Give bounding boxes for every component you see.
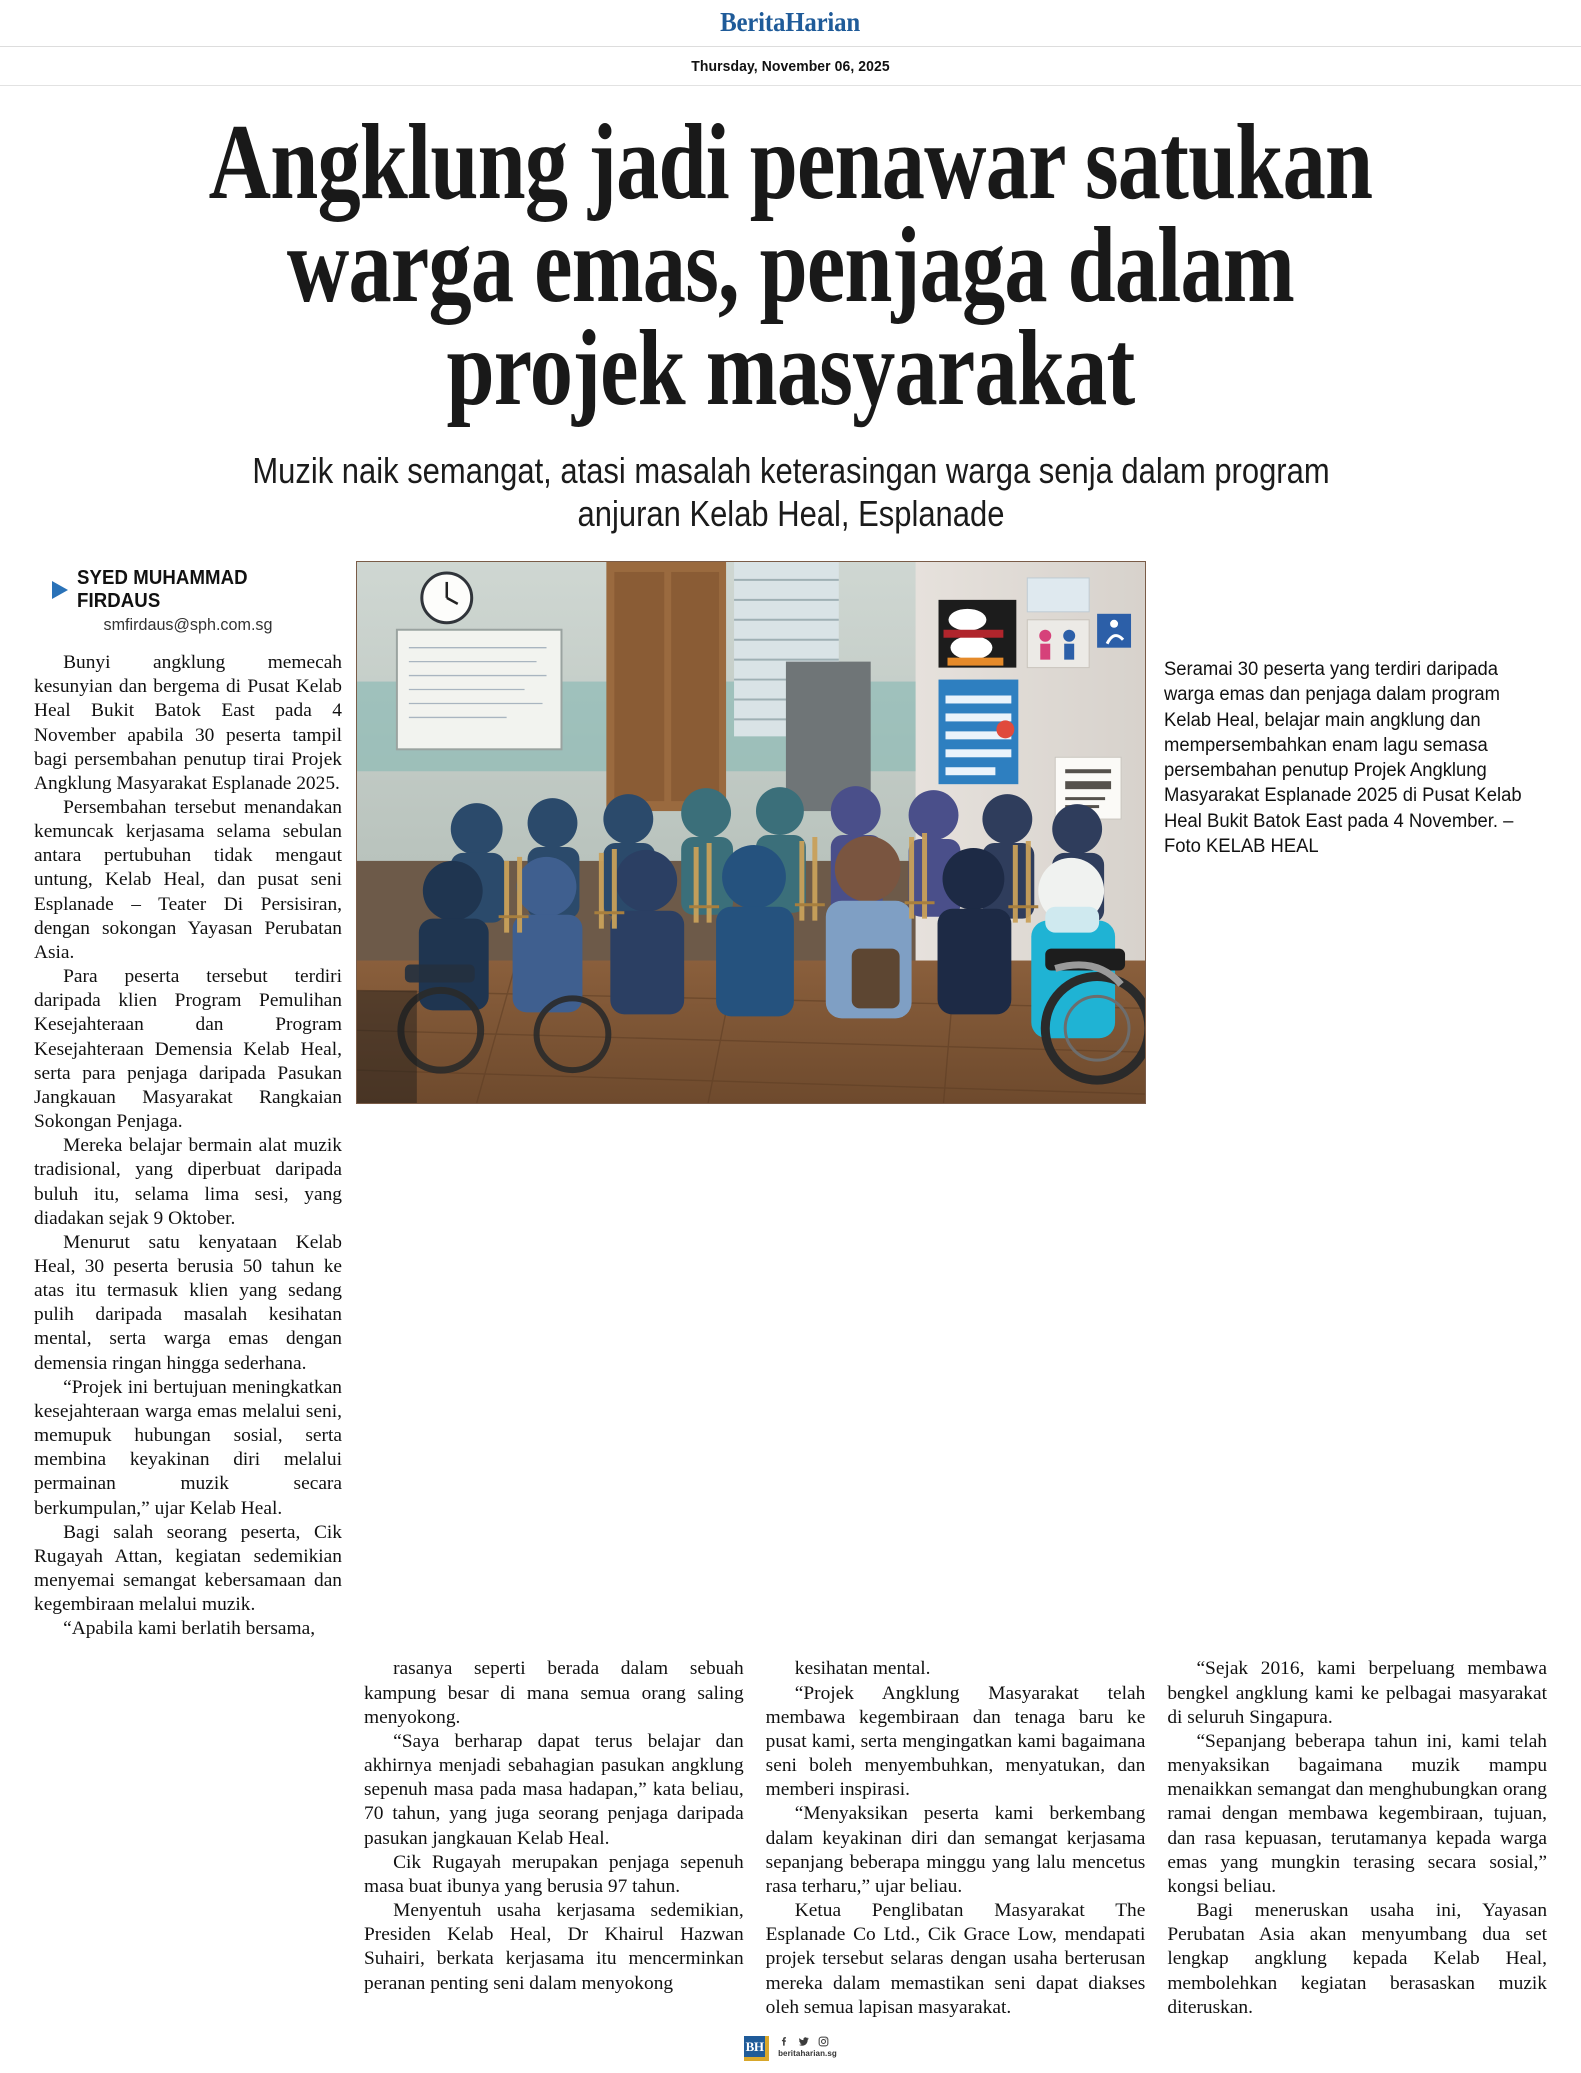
facebook-icon[interactable]	[778, 2036, 789, 2047]
article-column-3	[766, 1657, 1146, 2019]
masthead-title[interactable]: BeritaHarian	[720, 7, 861, 37]
instagram-icon[interactable]	[818, 2036, 829, 2047]
paragraph: Menyentuh usaha kerjasama sedemikian, Presiden Kelab Heal, Dr Khairul Hazwan Suhairi, berkata kerjasama itu mencerminkan peranan penting seni dalam menyokong	[364, 1900, 744, 1994]
article-column-4	[1167, 1657, 1547, 2019]
paragraph: “Menyaksikan peserta kami berkembang dalam keyakinan diri dan semangat kerjasama sepanjang beberapa minggu yang lalu mencetus rasa terharu,” ujar beliau.	[765, 1803, 1146, 1897]
logo-initials: BH	[744, 2036, 765, 2057]
twitter-icon[interactable]	[797, 2036, 810, 2047]
body-text-column-2	[364, 1657, 744, 1995]
photo-caption: Seramai 30 peserta yang terdiri daripada warga emas dan penjaga dalam program Kelab Heal, belajar main angklung dan mempersembahkan enam lagu semasa persembahan penutup Projek Angklung Masyarakat Esplanade 2025 di Pusat Kelab Heal Bukit Batok East pada 4 November. – Foto KELAB HEAL	[1164, 659, 1522, 857]
paragraph: “Sejak 2016, kami berpeluang membawa bengkel angklung kami ke pelbagai masyarakat di seluruh Singapura.	[1167, 1658, 1548, 1728]
article-photo	[356, 561, 1146, 1104]
page-title: Angklung jadi penawar satukan warga emas, penjaga dalam projek masyarakat	[208, 103, 1373, 428]
body-text-column-4	[1167, 1657, 1547, 2019]
paragraph: Bunyi angklung memecah kesunyian dan bergema di Pusat Kelab Heal Bukit Batok East pada 4 November apabila 30 peserta tampil bagi persembahan penutup tirai Projek Angklung Masyarakat Esplanade 2025.	[34, 652, 342, 794]
beritaharian-logo-icon	[744, 2036, 769, 2061]
paragraph: “Projek ini bertujuan meningkatkan kesejahteraan warga emas melalui seni, memupuk hubungan sosial, serta membina keyakinan diri melalui permainan muzik secara berkumpulan,” ujar Kelab Heal.	[34, 1376, 342, 1519]
triangle-right-icon	[52, 581, 68, 599]
paragraph: kesihatan mental.	[794, 1658, 931, 1680]
subheadline: Muzik naik semangat, atasi masalah keterasingan warga senja dalam program anjuran Kelab Heal, Esplanade	[251, 450, 1330, 534]
headline-block	[0, 86, 1581, 535]
social-handle: beritaharian.sg	[778, 2048, 837, 2058]
paragraph: “Projek Angklung Masyarakat telah membawa kegembiraan dan tenaga baru ke pusat kami, serta mengingatkan kami bagaimana seni boleh menyembuhkan, menyatukan, dan memberi inspirasi.	[765, 1682, 1146, 1801]
bottom-section	[0, 1641, 1581, 2019]
paragraph: “Apabila kami berlatih bersama,	[63, 1618, 316, 1640]
photo-illustration	[357, 562, 1145, 1103]
body-text-column-3	[766, 1657, 1146, 2019]
paragraph: Bagi salah seorang peserta, Cik Rugayah Attan, kegiatan sedemikian menyemai semangat kebersamaan dan kegembiraan melalui muzik.	[34, 1521, 342, 1616]
article-photo-block	[356, 561, 1146, 1104]
photo-caption-column	[1146, 561, 1547, 859]
byline-author: SYED MUHAMMAD FIRDAUS	[77, 567, 248, 613]
page-footer	[0, 2020, 1581, 2073]
paragraph: Menurut satu kenyataan Kelab Heal, 30 peserta berusia 50 tahun ke atas itu termasuk klien yang sedang pulih daripada masalah kesihatan mental, serta warga emas dengan demensia ringan hingga sederhana.	[34, 1231, 342, 1374]
paragraph: Mereka belajar bermain alat muzik tradisional, yang diperbuat daripada buluh itu, selama lima sesi, yang diadakan sejak 9 Oktober.	[34, 1135, 342, 1229]
masthead	[0, 0, 1581, 46]
paragraph: “Sepanjang beberapa tahun ini, kami telah menyaksikan bagaimana muzik mampu menaikkan semangat dan menghubungkan orang ramai dengan membawa kegembiraan, tujuan, dan rasa kepuasan, terutamanya kepada warga emas yang mungkin terasing secara sosial,” kongsi beliau.	[1167, 1730, 1548, 1897]
paragraph: “Saya berharap dapat terus belajar dan akhirnya menjadi sebahagian pasukan angklung sepenuh masa pada masa hadapan,” kata beliau, 70 tahun, yang juga seorang penjaga daripada pasukan jangkauan Kelab Heal.	[364, 1730, 744, 1849]
paragraph: Persembahan tersebut menandakan kemuncak kerjasama selama sebulan antara pertubuhan tidak mengaut untung, Kelab Heal, dan pusat seni Esplanade – Teater Di Persisiran, dengan sokongan Yayasan Perubatan Asia.	[34, 797, 342, 963]
dateline: Thursday, November 06, 2025	[691, 58, 890, 76]
paragraph: Bagi meneruskan usaha ini, Yayasan Perubatan Asia akan menyumbang dua set lengkap angklung kepada Kelab Heal, membolehkan kegiatan berasaskan muzik diteruskan.	[1167, 1900, 1548, 2018]
paragraph: Para peserta tersebut terdiri daripada klien Program Pemulihan Kesejahteraan dan Program Kesejahteraan Demensia Kelab Heal, serta para penjaga daripada Pasukan Jangkauan Masyarakat Rangkaian Sokongan Penjaga.	[34, 966, 342, 1133]
bottom-column-spacer	[34, 1657, 342, 2019]
article-column-1	[34, 561, 356, 1641]
body-text-column-1	[34, 651, 342, 1641]
byline-email[interactable]: smfirdaus@sph.com.sg	[103, 615, 273, 635]
paragraph: Cik Rugayah merupakan penjaga sepenuh masa buat ibunya yang berusia 97 tahun.	[364, 1851, 744, 1897]
paragraph: rasanya seperti berada dalam sebuah kampung besar di mana semua orang saling menyokong.	[364, 1658, 744, 1728]
social-block	[778, 2036, 837, 2058]
social-icons	[778, 2036, 837, 2047]
paragraph: Ketua Penglibatan Masyarakat The Esplanade Co Ltd., Cik Grace Low, mendapati projek tersebut selaras dengan usaha berterusan mereka dalam memastikan seni dapat diakses oleh semua lapisan masyarakat.	[765, 1900, 1146, 2018]
top-section	[0, 535, 1581, 1641]
byline	[52, 567, 342, 613]
article-column-2	[364, 1657, 744, 2019]
